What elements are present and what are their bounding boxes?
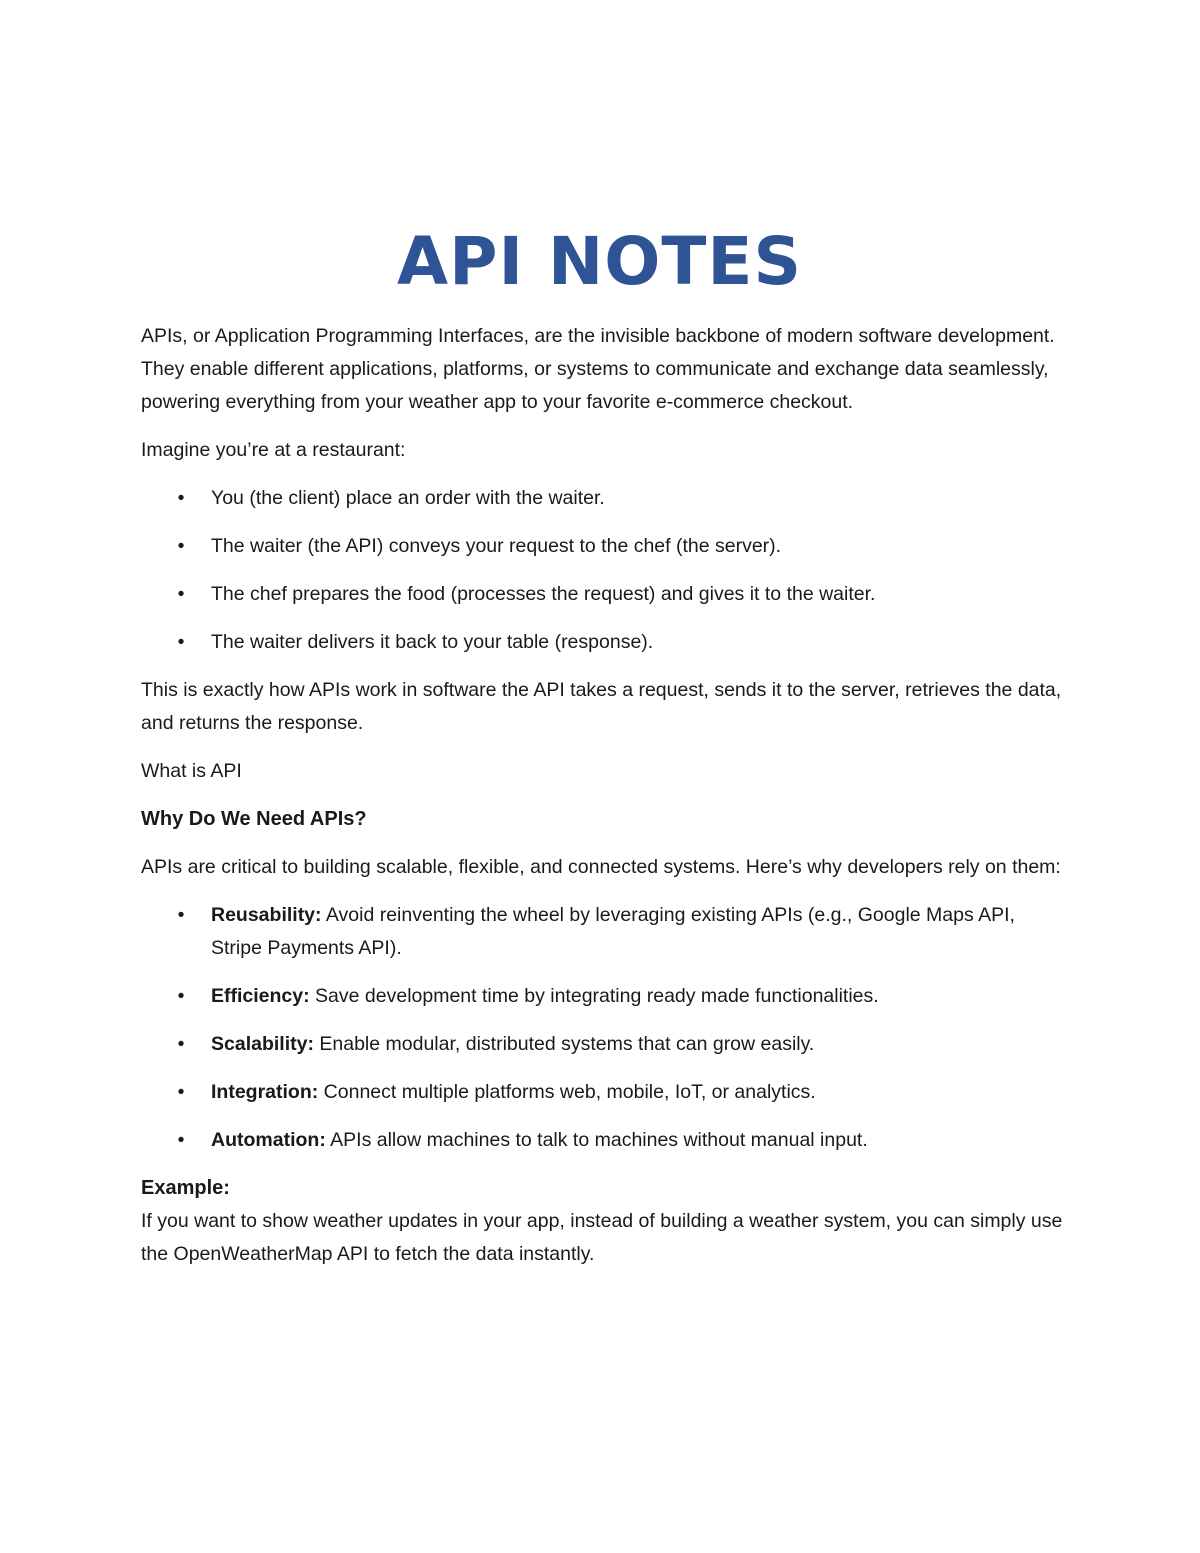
reason-text: Enable modular, distributed systems that can grow easily.	[313, 1033, 815, 1055]
reason-term: Efficiency:	[211, 985, 310, 1007]
list-item	[141, 1124, 1066, 1157]
list-item-text: The chef prepares the food (processes the request) and gives it to the waiter.	[211, 583, 876, 605]
list-item	[141, 899, 1066, 965]
list-item-text: The waiter delivers it back to your table (response).	[211, 631, 654, 653]
analogy-summary: This is exactly how APIs work in software the API takes a request, sends it to the server, retrieves the data, and returns the response.	[141, 679, 1062, 734]
reasons-list	[141, 899, 1066, 1157]
what-is-api-line: What is API	[141, 760, 242, 782]
analogy-list	[141, 482, 1066, 659]
reason-term: Integration:	[211, 1081, 319, 1103]
list-item	[141, 1028, 1066, 1061]
intro-paragraph: APIs, or Application Programming Interfaces, are the invisible backbone of modern software development. They enable different applications, platforms, or systems to communicate and exchange data seamlessly, powering everything from your weather app to your favorite e-commerce checkout.	[141, 325, 1055, 413]
bullet-icon: •	[177, 1129, 185, 1151]
example-label: Example:	[141, 1177, 230, 1199]
list-item	[141, 980, 1066, 1013]
bullet-icon: •	[177, 487, 185, 509]
list-item	[141, 482, 1066, 515]
list-item	[141, 578, 1066, 611]
why-heading: Why Do We Need APIs?	[141, 808, 367, 830]
analogy-lead: Imagine you’re at a restaurant:	[141, 439, 406, 461]
example-text: If you want to show weather updates in your app, instead of building a weather system, you can simply use the OpenWeatherMap API to fetch the data instantly.	[141, 1210, 1063, 1265]
bullet-icon: •	[177, 1033, 185, 1055]
reason-term: Scalability:	[211, 1033, 314, 1055]
list-item	[141, 1076, 1066, 1109]
bullet-icon: •	[177, 583, 185, 605]
document-body	[141, 222, 1066, 1271]
list-item	[141, 530, 1066, 563]
reason-term: Automation:	[211, 1129, 326, 1151]
bullet-icon: •	[177, 535, 185, 557]
bullet-icon: •	[177, 985, 185, 1007]
reason-text: Save development time by integrating ready made functionalities.	[309, 985, 879, 1007]
page-title: API NOTES	[397, 223, 802, 300]
reason-text: Avoid reinventing the wheel by leveraging existing APIs (e.g., Google Maps API, Stripe Payments API).	[211, 904, 1015, 959]
list-item-text: You (the client) place an order with the waiter.	[211, 487, 605, 509]
bullet-icon: •	[177, 904, 185, 926]
bullet-icon: •	[177, 1081, 185, 1103]
bullet-icon: •	[177, 631, 185, 653]
reason-text: APIs allow machines to talk to machines without manual input.	[325, 1129, 868, 1151]
reason-term: Reusability:	[211, 904, 322, 926]
reason-text: Connect multiple platforms web, mobile, IoT, or analytics.	[318, 1081, 816, 1103]
list-item-text: The waiter (the API) conveys your request to the chef (the server).	[211, 535, 782, 557]
why-intro: APIs are critical to building scalable, flexible, and connected systems. Here’s why developers rely on them:	[141, 856, 1061, 878]
list-item	[141, 626, 1066, 659]
